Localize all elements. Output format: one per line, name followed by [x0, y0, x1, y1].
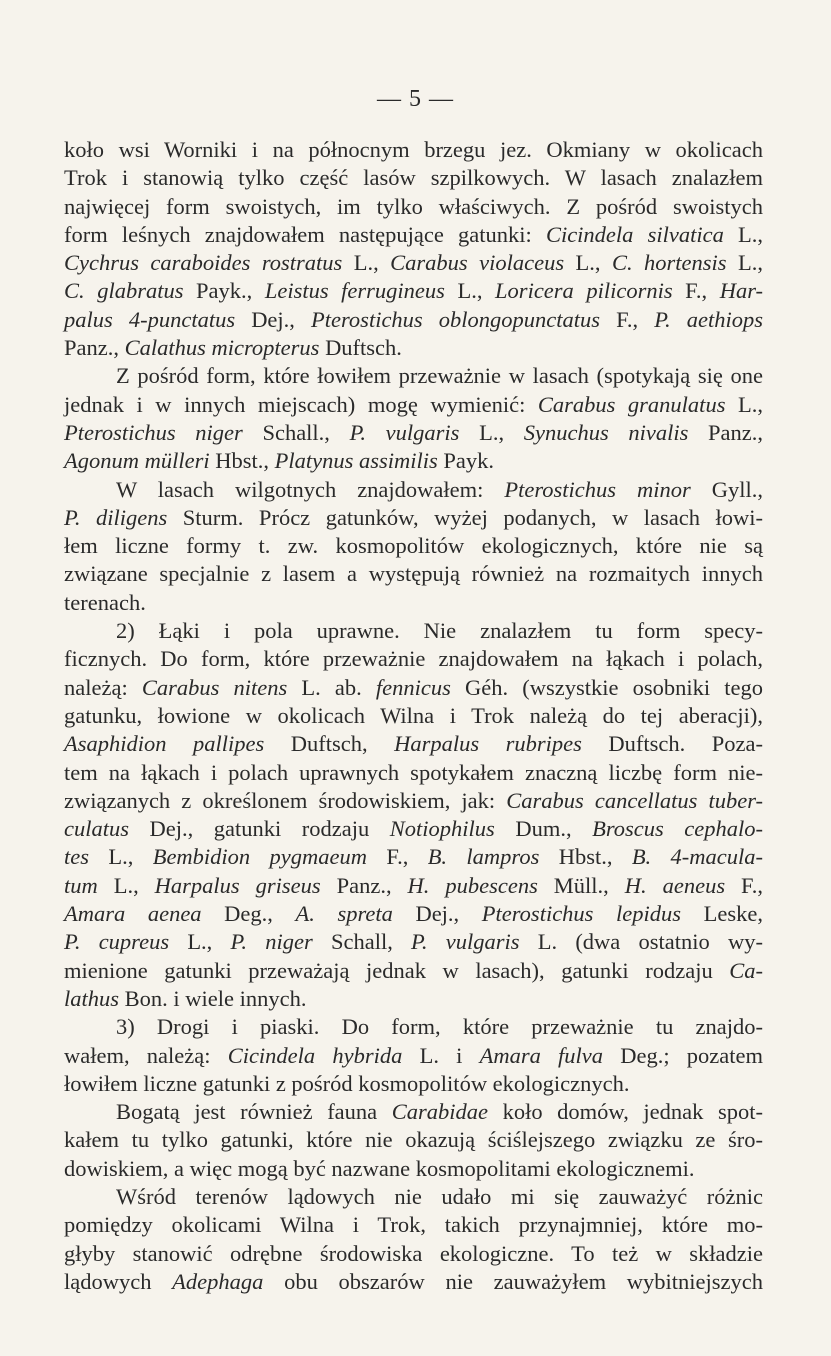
taxon-name: H. aeneus	[624, 872, 726, 898]
taxon-name: Carabus violaceus	[390, 250, 565, 276]
taxon-name: P. niger	[230, 929, 313, 955]
taxon-name: Calathus micropterus	[124, 335, 320, 361]
taxon-name: A. spreta	[295, 901, 393, 927]
taxon-name: Cicindela silvatica	[545, 221, 724, 247]
text-line: P. cupreus L., P. niger Schall, P. vulgaris L. (dwa ostatnio wy-	[64, 929, 763, 955]
text-line: wałem, należą: Cicindela hybrida L. i Amara fulva Deg.; pozatem	[64, 1042, 763, 1068]
taxon-name: Leistus ferrugineus	[264, 278, 445, 304]
text-line: należą: Carabus nitens L. ab. fennicus Géh. (wszystkie osobniki tego	[64, 674, 764, 700]
text-line: kałem tu tylko gatunki, które nie okazują ściślejszego związku ze śro-	[64, 1127, 763, 1153]
taxon-name: culatus	[64, 816, 129, 842]
text-line: Pterostichus niger Schall., P. vulgaris L., Synuchus nivalis Panz.,	[64, 419, 763, 445]
taxon-name: palus 4-punctatus	[64, 306, 236, 332]
text-line: Panz., Calathus micropterus Duftsch.	[64, 335, 402, 361]
taxon-name: Loricera pilicornis	[495, 278, 673, 304]
text-line: związane specjalnie z lasem a występują również na rozmaitych innych	[64, 561, 763, 587]
taxon-name: Harpalus griseus	[154, 872, 321, 898]
text-line: koło wsi Worniki i na północnym brzegu jez. Okmiany w okolicach	[64, 137, 763, 162]
taxon-name: Adephaga	[172, 1268, 264, 1294]
text-line: gatunku, łowione w okolicach Wilna i Trok należą do tej aberacji),	[64, 702, 763, 728]
taxon-name: Pterostichus oblongopunctatus	[311, 306, 601, 332]
text-line: ficznych. Do form, które przeważnie znajdowałem na łąkach i polach,	[64, 646, 763, 672]
taxon-name: Amara aenea	[64, 901, 202, 927]
text-line: jednak i w innych miejscach) mogę wymienić: Carabus granulatus L.,	[64, 391, 763, 417]
text-line: lathus Bon. i wiele innych.	[64, 985, 307, 1011]
taxon-name: P. diligens	[64, 504, 168, 530]
text-line: najwięcej form swoistych, im tylko właściwych. Z pośród swoistych	[64, 193, 763, 219]
taxon-name: P. vulgaris	[349, 419, 460, 445]
taxon-name: Carabus nitens	[141, 674, 288, 700]
text-line: tem na łąkach i polach uprawnych spotykałem znaczną liczbę form nie-	[64, 759, 763, 785]
text-line: związanych z określonem środowiskiem, jak: Carabus cancellatus tuber-	[64, 787, 763, 813]
taxon-name: Pterostichus minor	[504, 476, 691, 502]
text-line: pomiędzy okolicami Wilna i Trok, takich przynajmniej, które mo-	[64, 1212, 763, 1238]
text-line: W lasach wilgotnych znajdowałem: Pterostichus minor Gyll.,	[116, 476, 763, 502]
text-line: łem liczne formy t. zw. kosmopolitów ekologicznych, które nie są	[64, 533, 763, 559]
text-line: Z pośród form, które łowiłem przeważnie w lasach (spotykają się one	[116, 363, 763, 389]
taxon-name: H. pubescens	[407, 872, 538, 898]
taxon-name: fennicus	[375, 674, 451, 700]
taxon-name: Platynus assimilis	[274, 448, 438, 474]
body-text	[64, 136, 763, 1296]
text-line: Cychrus caraboides rostratus L., Carabus violaceus L., C. hortensis L.,	[64, 250, 763, 276]
taxon-name: Carabus cancellatus tuber-	[506, 787, 763, 813]
text-line: Wśród terenów lądowych nie udało mi się zauważyć różnic	[116, 1183, 763, 1209]
text-line: culatus Dej., gatunki rodzaju Notiophilus Dum., Broscus cephalo-	[64, 816, 763, 842]
taxon-name: Ca-	[729, 957, 763, 983]
taxon-name: Broscus cephalo-	[592, 816, 763, 842]
taxon-name: Asaphidion pallipes	[64, 731, 265, 757]
taxon-name: Harpalus rubripes	[394, 731, 582, 757]
text-line: form leśnych znajdowałem następujące gatunki: Cicindela silvatica L.,	[64, 221, 763, 247]
taxon-name: C. glabratus	[64, 278, 184, 304]
text-line: 3) Drogi i piaski. Do form, które przeważnie tu znajdo-	[116, 1014, 763, 1040]
taxon-name: Pterostichus lepidus	[481, 901, 682, 927]
taxon-name: P. vulgaris	[411, 929, 520, 955]
text-line: lądowych Adephaga obu obszarów nie zauważyłem wybitniejszych	[64, 1268, 763, 1294]
text-line: głyby stanowić odrębne środowiska ekologiczne. To też w składzie	[64, 1240, 763, 1266]
taxon-name: B. lampros	[427, 844, 540, 870]
text-line: P. diligens Sturm. Prócz gatunków, wyżej podanych, w lasach łowi-	[64, 504, 764, 530]
taxon-name: Har-	[719, 278, 764, 304]
text-line: Trok i stanowią tylko część lasów szpilkowych. W lasach znalazłem	[64, 165, 763, 191]
text-line: Asaphidion pallipes Duftsch, Harpalus rubripes Duftsch. Poza-	[64, 731, 763, 757]
text-line: Bogatą jest również fauna Carabidae koło domów, jednak spot-	[116, 1099, 763, 1125]
taxon-name: P. cupreus	[64, 929, 170, 955]
text-line: 2) Łąki i pola uprawne. Nie znalazłem tu form specy-	[116, 618, 763, 644]
taxon-name: Synuchus nivalis	[523, 419, 689, 445]
taxon-name: lathus	[64, 985, 120, 1011]
taxon-name: Notiophilus	[389, 816, 495, 842]
taxon-name: tum	[64, 872, 98, 898]
taxon-name: Bembidion pygmaeum	[152, 844, 368, 870]
text-line: terenach.	[64, 589, 146, 615]
taxon-name: Pterostichus niger	[64, 419, 243, 445]
taxon-name: P. aethiops	[654, 306, 763, 332]
taxon-name: Agonum mülleri	[64, 448, 210, 474]
text-line: dowiskiem, a więc mogą być nazwane kosmopolitami ekologicznemi.	[64, 1155, 695, 1181]
text-line: C. glabratus Payk., Leistus ferrugineus L., Loricera pilicornis F., Har-	[64, 278, 764, 304]
taxon-name: C. hortensis	[611, 250, 727, 276]
taxon-name: tes	[64, 844, 89, 870]
page-number: — 5 —	[377, 86, 454, 112]
taxon-name: B. 4-macula-	[631, 844, 764, 870]
text-line: mienione gatunki przeważają jednak w lasach), gatunki rodzaju Ca-	[64, 957, 763, 983]
taxon-name: Carabidae	[391, 1099, 489, 1125]
taxon-name: Carabus granulatus	[537, 391, 726, 417]
taxon-name: Cychrus caraboides rostratus	[64, 250, 343, 276]
taxon-name: Cicindela hybrida	[227, 1042, 403, 1068]
text-line: Agonum mülleri Hbst., Platynus assimilis Payk.	[64, 448, 495, 474]
text-line: tum L., Harpalus griseus Panz., H. pubescens Müll., H. aeneus F.,	[64, 872, 763, 898]
text-line: łowiłem liczne gatunki z pośród kosmopolitów ekologicznych.	[64, 1070, 630, 1096]
text-line: tes L., Bembidion pygmaeum F., B. lampros Hbst., B. 4-macula-	[64, 844, 764, 870]
text-line: Amara aenea Deg., A. spreta Dej., Pterostichus lepidus Leske,	[64, 901, 763, 927]
taxon-name: Amara fulva	[479, 1042, 604, 1068]
text-line: palus 4-punctatus Dej., Pterostichus oblongopunctatus F., P. aethiops	[64, 306, 763, 332]
